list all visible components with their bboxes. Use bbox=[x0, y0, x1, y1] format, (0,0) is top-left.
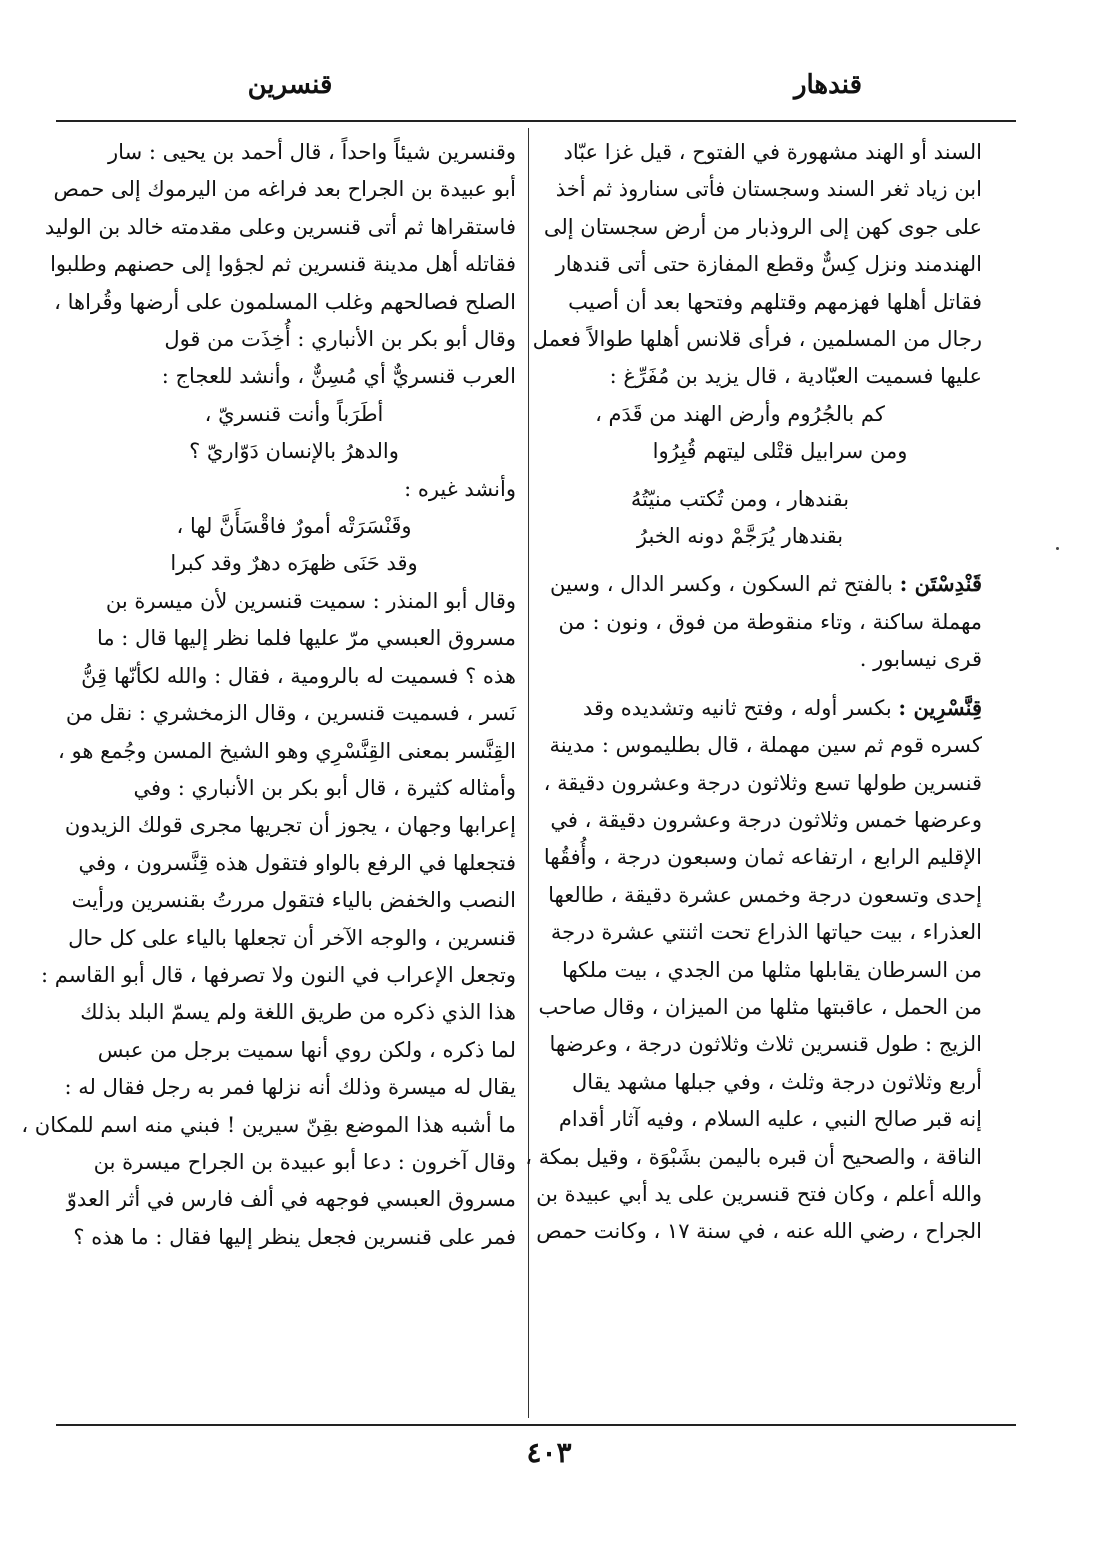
text-line: أبو عبيدة بن الجراح بعد فراغه من اليرموك إلى حمص bbox=[53, 177, 516, 202]
text-line: إحدى وتسعون درجة وخمس عشرة دقيقة ، طالعها bbox=[548, 882, 982, 907]
text-line: والله أعلم ، وكان فتح قنسرين على يد أبي عبيدة بن bbox=[536, 1181, 982, 1206]
text-line: الزيج : طول قنسرين ثلاث وثلاثون درجة ، وعرضها bbox=[549, 1032, 982, 1057]
text-line: وقال آخرون : دعا أبو عبيدة بن الجراح ميسرة بن bbox=[93, 1149, 516, 1174]
verse-line: ومن سرابيل قتْلى ليتهم قُبِرُوا bbox=[652, 439, 908, 464]
text-line: إعرابها وجهان ، يجوز أن تجريها مجرى قولك الزيدون bbox=[64, 813, 516, 838]
text-line: نَسر ، فسميت قنسرين ، وقال الزمخشري : نقل من bbox=[65, 701, 516, 726]
text-line: مهملة ساكنة ، وتاء منقوطة من فوق ، ونون : من bbox=[558, 609, 982, 634]
verse-line: وقد حَنَى ظهرَه دهرٌ وقد كبرا bbox=[170, 551, 418, 576]
text-line: هذا الذي ذكره من طريق اللغة ولم يسمّ البلد بذلك bbox=[80, 1000, 516, 1025]
text-line: ما أشبه هذا الموضع بقِنّ سيرين ! فبني منه اسم للمكان ، bbox=[21, 1112, 516, 1137]
verse-line: بقندهار يُرَجَّمْ دونه الخبرُ bbox=[636, 524, 844, 549]
text-line: العذراء ، بيت حياتها الذراع تحت اثنتي عشرة درجة bbox=[550, 920, 982, 945]
text-line: فتجعلها في الرفع بالواو فتقول هذه قِنَّسرون ، وفي bbox=[78, 850, 516, 875]
page-number: ٤٠٣ bbox=[526, 1436, 572, 1469]
scan-speck bbox=[1056, 547, 1059, 550]
entry-first-line bbox=[538, 565, 982, 603]
text-line: العرب قنسريٌّ أي مُسِنٌّ ، وأنشد للعجاج : bbox=[161, 364, 516, 389]
text-line: قنسرين ، والوجه الآخر أن تجعلها بالياء على كل حال bbox=[68, 925, 516, 950]
column-divider bbox=[528, 128, 529, 1418]
entry-text: بكسر أوله ، وفتح ثانيه وتشديده وقد bbox=[582, 695, 892, 720]
text-line: الصلح فصالحهم وغلب المسلمون على أرضها وقُراها ، bbox=[54, 289, 516, 314]
text-line: كسره قوم ثم سين مهملة ، قال بطليموس : مدينة bbox=[549, 733, 982, 758]
text-line: وتجعل الإعراب في النون ولا تصرفها ، قال أبو القاسم : bbox=[40, 962, 516, 987]
verse-line: وقَنْسَرَتْه أمورٌ فاقْسَأَنَّ لها ، bbox=[176, 514, 412, 539]
running-header-left: قنسرين bbox=[247, 70, 333, 100]
entry-first-line bbox=[538, 689, 982, 727]
text-line: إنه قبر صالح النبي ، عليه السلام ، وفيه آثار أقدام bbox=[558, 1107, 982, 1132]
text-line: الناقة ، والصحيح أن قبره باليمن بشَبْوَة ، وقيل بمكة ، bbox=[525, 1144, 982, 1169]
text-line: فمر على قنسرين فجعل ينظر إليها فقال : ما هذه ؟ bbox=[73, 1224, 516, 1249]
entry-headword: قِنَّسْرِين : bbox=[898, 694, 982, 720]
right-column bbox=[525, 134, 982, 1418]
text-line: مسروق العبسي مرّ عليها فلما نظر إليها قال : ما bbox=[96, 626, 516, 651]
text-line: وقال أبو بكر بن الأنباري : أُخِذَت من قول bbox=[164, 327, 516, 352]
text-line: لما ذكره ، ولكن روي أنها سميت برجل من عبس bbox=[97, 1037, 516, 1062]
text-line: وقنسرين شيئاً واحداً ، قال أحمد بن يحيى : سار bbox=[108, 140, 516, 164]
verse-gap bbox=[538, 555, 982, 565]
text-line: ابن زياد ثغر السند وسجستان فأتى سناروذ ثم أخذ bbox=[555, 177, 982, 202]
text-line: القِنَّسر بمعنى القِنَّسْرِي وهو الشيخ المسن وجُمع هو ، bbox=[58, 738, 516, 763]
verse-line: والدهرُ بالإنسان دَوّاريّ ؟ bbox=[189, 439, 399, 464]
text-line: وأمثاله كثيرة ، قال أبو بكر بن الأنباري : وفي bbox=[133, 775, 516, 800]
text-line: من السرطان يقابلها مثلها من الجدي ، بيت ملكها bbox=[561, 957, 982, 982]
text-line: على جوى كهن إلى الروذبار من أرض سجستان إلى bbox=[543, 214, 982, 239]
text-line: وأنشد غيره : bbox=[404, 476, 516, 501]
text-line: فقاتله أهل مدينة قنسرين ثم لجؤوا إلى حصنهم وطلبوا bbox=[50, 252, 516, 277]
text-line: الجراح ، رضي الله عنه ، في سنة ١٧ ، وكانت حمص bbox=[536, 1219, 982, 1244]
text-line: فقاتل أهلها فهزمهم وقتلهم وفتحها بعد أن أصيب bbox=[568, 289, 982, 314]
text-line: قنسرين طولها تسع وثلاثون درجة وعشرون دقيقة ، bbox=[543, 770, 982, 795]
entry-gap bbox=[538, 679, 982, 689]
verse-gap bbox=[538, 471, 982, 481]
text-line: عليها فسميت العبّادية ، قال يزيد بن مُفَرِّغ : bbox=[609, 364, 982, 389]
text-line: مسروق العبسي فوجهه في ألف فارس في أثر العدوّ bbox=[66, 1187, 516, 1212]
text-line: وقال أبو المنذر : سميت قنسرين لأن ميسرة بن bbox=[105, 588, 516, 613]
text-line: أربع وثلاثون درجة وثلث ، وفي جبلها مشهد يقال bbox=[572, 1069, 982, 1094]
text-line: النصب والخفض بالياء فتقول مررتُ بقنسرين ورأيت bbox=[71, 888, 516, 913]
text-line: من الحمل ، عاقبتها مثلها من الميزان ، وقال صاحب bbox=[538, 994, 982, 1019]
entry-text: بالفتح ثم السكون ، وكسر الدال ، وسين bbox=[549, 572, 893, 597]
text-line: فاستقراها ثم أتى قنسرين وعلى مقدمته خالد بن الوليد bbox=[44, 214, 516, 239]
header-rule bbox=[56, 120, 1016, 122]
text-line: السند أو الهند مشهورة في الفتوح ، قيل غزا عبّاد bbox=[563, 140, 982, 164]
text-line: يقال له ميسرة وذلك أنه نزلها فمر به رجل فقال له : bbox=[64, 1075, 516, 1100]
text-line: هذه ؟ فسميت له بالرومية ، فقال : والله لكأنّها قِنُّ bbox=[81, 663, 516, 688]
verse-line: أطَرَباً وأنت قنسريّ ، bbox=[204, 401, 384, 426]
running-header-right: قندهار bbox=[793, 70, 863, 100]
text-line: قرى نيسابور . bbox=[859, 647, 982, 672]
left-column bbox=[21, 134, 516, 1418]
text-line: وعرضها خمس وثلاثون درجة وعشرون دقيقة ، في bbox=[550, 807, 982, 832]
text-line: الهندمند ونزل كِسٌّ وقطع المفازة حتى أتى قندهار bbox=[555, 252, 982, 277]
entry-headword: قَنْدِسْتَن : bbox=[899, 571, 982, 597]
verse-line: كم بالجُرُوم وأرض الهند من قَدَم ، bbox=[595, 401, 885, 426]
verse-line: بقندهار ، ومن تُكتب منيّتُهُ bbox=[630, 486, 850, 511]
text-line: رجال من المسلمين ، فرأى قلانس أهلها طوالاً فعمل bbox=[532, 327, 982, 352]
footer-rule bbox=[56, 1424, 1016, 1426]
text-line: الإقليم الرابع ، ارتفاعه ثمان وسبعون درجة ، وأُفقُها bbox=[543, 845, 982, 870]
